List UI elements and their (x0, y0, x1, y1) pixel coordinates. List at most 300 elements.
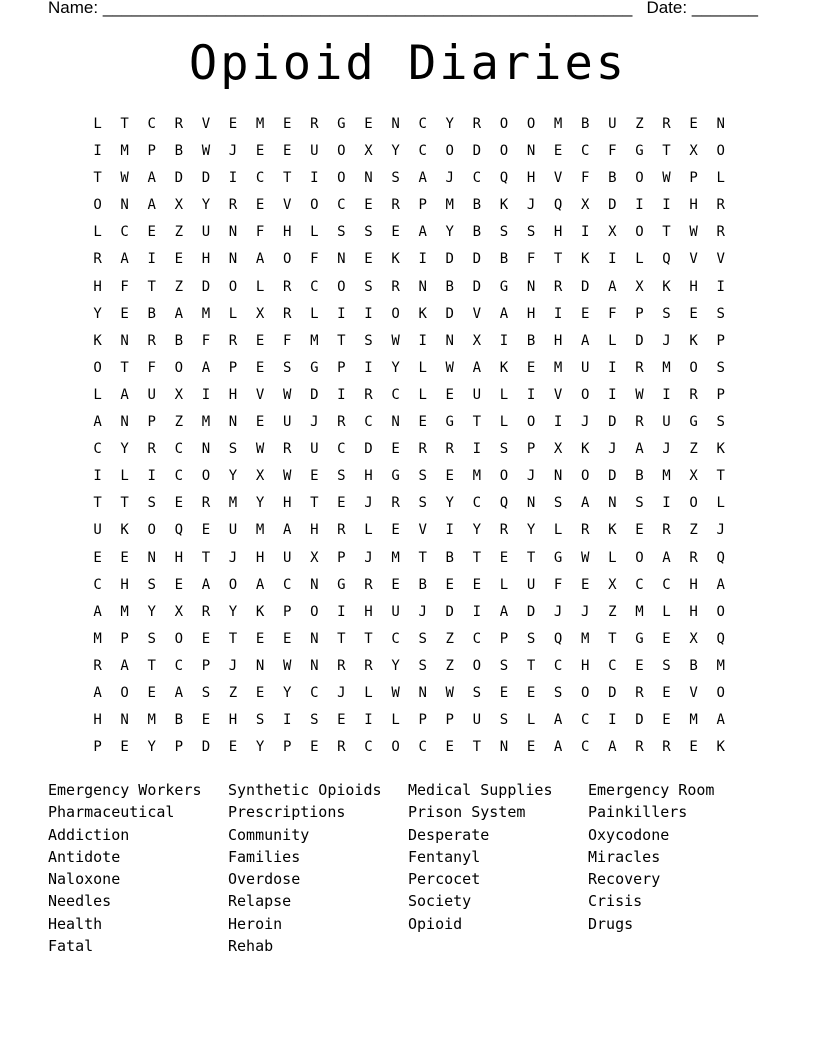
grid-letter[interactable]: E (526, 739, 536, 756)
grid-letter[interactable]: S (499, 441, 509, 458)
grid-letter[interactable]: E (635, 657, 644, 674)
grid-letter[interactable]: L (364, 522, 373, 539)
grid-letter[interactable]: I (608, 359, 617, 376)
grid-letter[interactable]: A (581, 495, 590, 512)
grid-letter[interactable]: J (581, 414, 590, 431)
grid-letter[interactable]: R (93, 657, 102, 674)
grid-letter[interactable]: F (147, 359, 156, 376)
grid-letter[interactable]: I (608, 251, 617, 268)
grid-letter[interactable]: U (608, 116, 617, 132)
grid-letter[interactable]: N (337, 251, 346, 268)
grid-letter[interactable]: O (201, 468, 211, 485)
grid-letter[interactable]: T (418, 549, 427, 566)
grid-letter[interactable]: C (581, 739, 590, 756)
grid-letter[interactable]: A (93, 603, 102, 620)
grid-letter[interactable]: Q (662, 251, 671, 268)
grid-letter[interactable]: R (445, 441, 454, 458)
grid-letter[interactable]: A (93, 414, 102, 431)
grid-letter[interactable]: P (201, 657, 211, 674)
grid-letter[interactable]: R (418, 441, 427, 458)
grid-letter[interactable]: H (228, 712, 238, 729)
grid-letter[interactable]: D (635, 712, 644, 729)
grid-letter[interactable]: L (93, 116, 102, 132)
grid-letter[interactable]: O (581, 386, 590, 403)
grid-letter[interactable]: E (499, 684, 509, 701)
grid-letter[interactable]: S (364, 332, 373, 349)
grid-letter[interactable]: A (418, 170, 427, 187)
grid-letter[interactable]: A (282, 522, 292, 539)
grid-letter[interactable]: P (716, 386, 725, 403)
grid-letter[interactable]: I (608, 712, 617, 729)
grid-letter[interactable]: U (147, 386, 156, 403)
grid-letter[interactable]: N (228, 251, 238, 268)
grid-letter[interactable]: X (255, 468, 265, 485)
grid-letter[interactable]: S (553, 684, 563, 701)
grid-letter[interactable]: R (716, 224, 725, 241)
grid-letter[interactable]: Y (282, 684, 292, 701)
grid-letter[interactable]: D (472, 251, 482, 268)
grid-letter[interactable]: U (310, 143, 319, 160)
grid-letter[interactable]: Z (174, 224, 184, 241)
grid-letter[interactable]: B (147, 305, 156, 322)
grid-letter[interactable]: O (310, 603, 319, 620)
grid-letter[interactable]: E (255, 143, 265, 160)
grid-letter[interactable]: E (120, 549, 129, 566)
grid-letter[interactable]: O (93, 197, 102, 214)
grid-letter[interactable]: J (608, 441, 617, 458)
grid-letter[interactable]: H (689, 576, 698, 593)
grid-letter[interactable]: C (608, 657, 617, 674)
grid-letter[interactable]: T (120, 116, 129, 132)
grid-letter[interactable]: O (282, 251, 292, 268)
grid-letter[interactable]: X (174, 386, 184, 403)
grid-letter[interactable]: Y (255, 495, 265, 512)
grid-letter[interactable]: E (282, 116, 292, 132)
grid-letter[interactable]: G (337, 116, 346, 132)
grid-letter[interactable]: M (120, 603, 129, 620)
grid-letter[interactable]: T (201, 549, 211, 566)
grid-letter[interactable]: F (282, 332, 292, 349)
grid-letter[interactable]: U (282, 414, 292, 431)
grid-letter[interactable]: I (553, 414, 563, 431)
grid-letter[interactable]: H (553, 332, 563, 349)
grid-letter[interactable]: J (526, 468, 536, 485)
grid-letter[interactable]: Q (553, 630, 563, 647)
grid-letter[interactable]: S (418, 495, 427, 512)
grid-letter[interactable]: E (255, 332, 265, 349)
grid-letter[interactable]: P (526, 441, 536, 458)
grid-letter[interactable]: S (228, 441, 238, 458)
grid-letter[interactable]: X (472, 332, 482, 349)
grid-letter[interactable]: D (472, 143, 482, 160)
grid-letter[interactable]: M (445, 197, 454, 214)
grid-letter[interactable]: L (716, 170, 725, 187)
grid-letter[interactable]: V (689, 251, 698, 268)
grid-letter[interactable]: M (581, 630, 590, 647)
grid-letter[interactable]: S (364, 278, 373, 295)
grid-letter[interactable]: K (418, 305, 427, 322)
grid-letter[interactable]: Z (174, 278, 184, 295)
grid-letter[interactable]: I (93, 468, 102, 485)
grid-letter[interactable]: E (445, 576, 454, 593)
grid-letter[interactable]: O (526, 414, 536, 431)
grid-letter[interactable]: S (418, 468, 427, 485)
grid-letter[interactable]: P (418, 197, 427, 214)
grid-letter[interactable]: P (635, 305, 644, 322)
grid-letter[interactable]: R (364, 657, 373, 674)
grid-letter[interactable]: C (310, 278, 319, 295)
grid-letter[interactable]: K (499, 197, 509, 214)
grid-letter[interactable]: R (337, 414, 346, 431)
grid-letter[interactable]: S (472, 684, 482, 701)
grid-letter[interactable]: Y (255, 739, 265, 756)
grid-letter[interactable]: D (310, 386, 319, 403)
grid-letter[interactable]: Y (93, 305, 102, 322)
grid-letter[interactable]: P (337, 549, 346, 566)
grid-letter[interactable]: X (553, 441, 563, 458)
grid-letter[interactable]: I (553, 305, 563, 322)
grid-letter[interactable]: O (337, 170, 346, 187)
grid-letter[interactable]: E (120, 305, 129, 322)
grid-letter[interactable]: R (635, 684, 644, 701)
grid-letter[interactable]: I (337, 386, 346, 403)
grid-letter[interactable]: I (93, 143, 102, 160)
grid-letter[interactable]: D (174, 170, 184, 187)
grid-letter[interactable]: O (689, 495, 698, 512)
grid-letter[interactable]: W (445, 684, 454, 701)
grid-letter[interactable]: W (391, 684, 400, 701)
grid-letter[interactable]: K (581, 251, 590, 268)
grid-letter[interactable]: R (499, 522, 509, 539)
grid-letter[interactable]: A (147, 197, 156, 214)
grid-letter[interactable]: V (716, 251, 725, 268)
grid-letter[interactable]: I (445, 522, 454, 539)
grid-letter[interactable]: A (93, 684, 102, 701)
grid-letter[interactable]: Q (499, 495, 509, 512)
grid-letter[interactable]: X (608, 224, 617, 241)
grid-letter[interactable]: C (418, 739, 427, 756)
grid-letter[interactable]: E (499, 549, 509, 566)
grid-letter[interactable]: O (228, 278, 238, 295)
grid-letter[interactable]: L (635, 251, 644, 268)
grid-letter[interactable]: S (499, 657, 509, 674)
grid-letter[interactable]: S (201, 684, 211, 701)
grid-letter[interactable]: Q (174, 522, 184, 539)
grid-letter[interactable]: I (608, 386, 617, 403)
grid-letter[interactable]: S (418, 630, 427, 647)
grid-letter[interactable]: C (93, 576, 102, 593)
grid-letter[interactable]: G (310, 359, 319, 376)
grid-letter[interactable]: R (337, 522, 346, 539)
grid-letter[interactable]: E (120, 739, 129, 756)
grid-letter[interactable]: T (364, 630, 373, 647)
grid-letter[interactable]: L (228, 305, 238, 322)
grid-letter[interactable]: V (255, 386, 265, 403)
grid-letter[interactable]: K (662, 278, 671, 295)
grid-letter[interactable]: C (174, 441, 184, 458)
grid-letter[interactable]: Y (147, 603, 156, 620)
grid-letter[interactable]: W (581, 549, 590, 566)
grid-letter[interactable]: R (337, 739, 346, 756)
grid-letter[interactable]: O (337, 143, 346, 160)
grid-letter[interactable]: Y (472, 522, 482, 539)
grid-letter[interactable]: O (499, 116, 509, 132)
grid-letter[interactable]: D (201, 170, 211, 187)
grid-letter[interactable]: H (689, 603, 698, 620)
grid-letter[interactable]: S (662, 305, 671, 322)
grid-letter[interactable]: I (418, 332, 427, 349)
grid-letter[interactable]: W (391, 332, 400, 349)
grid-letter[interactable]: A (255, 251, 265, 268)
grid-letter[interactable]: E (662, 684, 671, 701)
grid-letter[interactable]: F (553, 576, 563, 593)
grid-letter[interactable]: A (716, 712, 725, 729)
grid-letter[interactable]: T (120, 359, 129, 376)
grid-letter[interactable]: T (526, 657, 536, 674)
grid-letter[interactable]: U (391, 603, 400, 620)
grid-letter[interactable]: I (499, 332, 509, 349)
grid-letter[interactable]: D (608, 684, 617, 701)
grid-letter[interactable]: R (391, 197, 400, 214)
grid-letter[interactable]: F (608, 305, 617, 322)
grid-letter[interactable]: O (445, 143, 454, 160)
name-field[interactable]: ________________________________________________________ (102, 0, 633, 17)
grid-letter[interactable]: Y (445, 224, 454, 241)
grid-letter[interactable]: R (635, 414, 644, 431)
grid-letter[interactable]: I (364, 712, 373, 729)
grid-letter[interactable]: N (310, 576, 319, 593)
grid-letter[interactable]: L (310, 305, 319, 322)
grid-letter[interactable]: P (147, 414, 156, 431)
grid-letter[interactable]: C (391, 386, 400, 403)
grid-letter[interactable]: G (337, 576, 346, 593)
grid-letter[interactable]: R (581, 522, 590, 539)
grid-letter[interactable]: R (662, 116, 671, 132)
grid-letter[interactable]: C (174, 468, 184, 485)
grid-letter[interactable]: R (364, 386, 373, 403)
grid-letter[interactable]: E (310, 468, 319, 485)
grid-letter[interactable]: R (689, 549, 698, 566)
grid-letter[interactable]: C (337, 441, 346, 458)
grid-letter[interactable]: C (581, 143, 590, 160)
grid-letter[interactable]: W (282, 386, 292, 403)
grid-letter[interactable]: P (445, 712, 454, 729)
grid-letter[interactable]: M (255, 522, 265, 539)
grid-letter[interactable]: D (608, 414, 617, 431)
grid-letter[interactable]: Z (689, 441, 698, 458)
grid-letter[interactable]: G (499, 278, 509, 295)
grid-letter[interactable]: C (418, 143, 427, 160)
grid-letter[interactable]: S (716, 359, 725, 376)
grid-letter[interactable]: P (337, 359, 346, 376)
grid-letter[interactable]: D (201, 739, 211, 756)
grid-letter[interactable]: G (445, 414, 454, 431)
grid-letter[interactable]: E (364, 116, 373, 132)
grid-letter[interactable]: B (499, 251, 509, 268)
grid-letter[interactable]: K (581, 441, 590, 458)
grid-letter[interactable]: H (282, 224, 292, 241)
grid-letter[interactable]: D (608, 197, 617, 214)
grid-letter[interactable]: U (662, 414, 671, 431)
grid-letter[interactable]: I (337, 305, 346, 322)
grid-letter[interactable]: C (120, 224, 129, 241)
grid-letter[interactable]: T (553, 251, 563, 268)
grid-letter[interactable]: H (553, 224, 563, 241)
grid-letter[interactable]: M (689, 712, 698, 729)
grid-letter[interactable]: N (120, 414, 129, 431)
grid-letter[interactable]: M (93, 630, 102, 647)
grid-letter[interactable]: R (147, 332, 156, 349)
grid-letter[interactable]: A (635, 441, 644, 458)
grid-letter[interactable]: V (553, 386, 563, 403)
grid-letter[interactable]: B (635, 468, 644, 485)
grid-letter[interactable]: O (635, 549, 644, 566)
grid-letter[interactable]: N (228, 414, 238, 431)
grid-letter[interactable]: P (228, 359, 238, 376)
grid-letter[interactable]: M (255, 116, 265, 132)
grid-letter[interactable]: I (310, 170, 319, 187)
grid-letter[interactable]: X (689, 630, 698, 647)
grid-letter[interactable]: O (174, 359, 184, 376)
grid-letter[interactable]: U (201, 224, 211, 241)
grid-letter[interactable]: E (418, 414, 427, 431)
grid-letter[interactable]: C (364, 739, 373, 756)
grid-letter[interactable]: Y (391, 143, 400, 160)
grid-letter[interactable]: C (147, 116, 156, 132)
grid-letter[interactable]: T (608, 630, 617, 647)
grid-letter[interactable]: I (147, 251, 156, 268)
grid-letter[interactable]: E (689, 305, 698, 322)
grid-letter[interactable]: E (391, 224, 400, 241)
grid-letter[interactable]: I (228, 170, 238, 187)
grid-letter[interactable]: Q (499, 170, 509, 187)
grid-letter[interactable]: I (662, 197, 671, 214)
grid-letter[interactable]: K (716, 739, 725, 756)
grid-letter[interactable]: D (364, 441, 373, 458)
grid-letter[interactable]: R (228, 197, 238, 214)
grid-letter[interactable]: H (255, 549, 265, 566)
grid-letter[interactable]: J (553, 603, 563, 620)
grid-letter[interactable]: F (201, 332, 211, 349)
grid-letter[interactable]: H (689, 278, 698, 295)
grid-letter[interactable]: Y (391, 359, 400, 376)
grid-letter[interactable]: L (93, 224, 102, 241)
grid-letter[interactable]: L (662, 603, 671, 620)
grid-letter[interactable]: X (608, 576, 617, 593)
grid-letter[interactable]: J (337, 684, 346, 701)
grid-letter[interactable]: R (662, 522, 671, 539)
grid-letter[interactable]: U (581, 359, 590, 376)
grid-letter[interactable]: E (635, 522, 644, 539)
grid-letter[interactable]: Y (391, 657, 400, 674)
grid-letter[interactable]: L (716, 495, 725, 512)
grid-letter[interactable]: N (120, 712, 129, 729)
grid-letter[interactable]: S (716, 414, 725, 431)
grid-letter[interactable]: E (445, 386, 454, 403)
grid-letter[interactable]: U (93, 522, 102, 539)
grid-letter[interactable]: F (581, 170, 590, 187)
grid-letter[interactable]: S (553, 495, 563, 512)
grid-letter[interactable]: E (174, 576, 184, 593)
grid-letter[interactable]: L (310, 224, 319, 241)
grid-letter[interactable]: X (310, 549, 319, 566)
grid-letter[interactable]: A (581, 332, 590, 349)
grid-letter[interactable]: S (716, 305, 725, 322)
grid-letter[interactable]: Z (689, 522, 698, 539)
grid-letter[interactable]: T (147, 657, 156, 674)
grid-letter[interactable]: J (445, 170, 454, 187)
grid-letter[interactable]: S (337, 468, 346, 485)
grid-letter[interactable]: L (553, 522, 563, 539)
grid-letter[interactable]: N (120, 332, 129, 349)
grid-letter[interactable]: K (716, 441, 725, 458)
grid-letter[interactable]: L (391, 712, 400, 729)
grid-letter[interactable]: W (662, 170, 671, 187)
grid-letter[interactable]: A (120, 386, 129, 403)
grid-letter[interactable]: L (526, 712, 536, 729)
grid-letter[interactable]: O (635, 170, 644, 187)
grid-letter[interactable]: V (418, 522, 427, 539)
grid-letter[interactable]: J (526, 197, 536, 214)
grid-letter[interactable]: O (391, 305, 400, 322)
grid-letter[interactable]: M (201, 414, 211, 431)
grid-letter[interactable]: S (526, 630, 536, 647)
grid-letter[interactable]: C (364, 414, 373, 431)
grid-letter[interactable]: E (255, 684, 265, 701)
grid-letter[interactable]: L (499, 414, 509, 431)
grid-letter[interactable]: P (689, 170, 698, 187)
grid-letter[interactable]: T (662, 224, 671, 241)
grid-letter[interactable]: N (201, 441, 211, 458)
grid-letter[interactable]: T (472, 549, 482, 566)
grid-letter[interactable]: C (337, 197, 346, 214)
grid-letter[interactable]: L (255, 278, 265, 295)
grid-letter[interactable]: M (201, 305, 211, 322)
grid-letter[interactable]: Y (445, 116, 454, 132)
grid-letter[interactable]: N (526, 495, 536, 512)
grid-letter[interactable]: N (526, 278, 536, 295)
grid-letter[interactable]: B (689, 657, 698, 674)
grid-letter[interactable]: E (255, 414, 265, 431)
grid-letter[interactable]: H (93, 278, 102, 295)
grid-letter[interactable]: T (282, 170, 292, 187)
grid-letter[interactable]: E (174, 495, 184, 512)
grid-letter[interactable]: M (662, 468, 671, 485)
grid-letter[interactable]: C (472, 495, 482, 512)
grid-letter[interactable]: H (364, 603, 373, 620)
grid-letter[interactable]: O (391, 739, 400, 756)
grid-letter[interactable]: O (635, 224, 644, 241)
grid-letter[interactable]: R (201, 603, 211, 620)
grid-letter[interactable]: Z (635, 116, 644, 132)
grid-letter[interactable]: L (418, 359, 427, 376)
grid-letter[interactable]: T (93, 495, 102, 512)
grid-letter[interactable]: I (364, 305, 373, 322)
grid-letter[interactable]: J (364, 495, 373, 512)
grid-letter[interactable]: C (391, 630, 400, 647)
grid-letter[interactable]: J (581, 603, 590, 620)
grid-letter[interactable]: Z (445, 630, 454, 647)
grid-letter[interactable]: B (174, 143, 184, 160)
grid-letter[interactable]: O (499, 468, 509, 485)
grid-letter[interactable]: N (310, 630, 319, 647)
grid-letter[interactable]: N (120, 197, 129, 214)
grid-letter[interactable]: W (201, 143, 211, 160)
grid-letter[interactable]: C (635, 576, 644, 593)
grid-letter[interactable]: S (391, 170, 400, 187)
grid-letter[interactable]: E (255, 630, 265, 647)
grid-letter[interactable]: B (174, 712, 184, 729)
